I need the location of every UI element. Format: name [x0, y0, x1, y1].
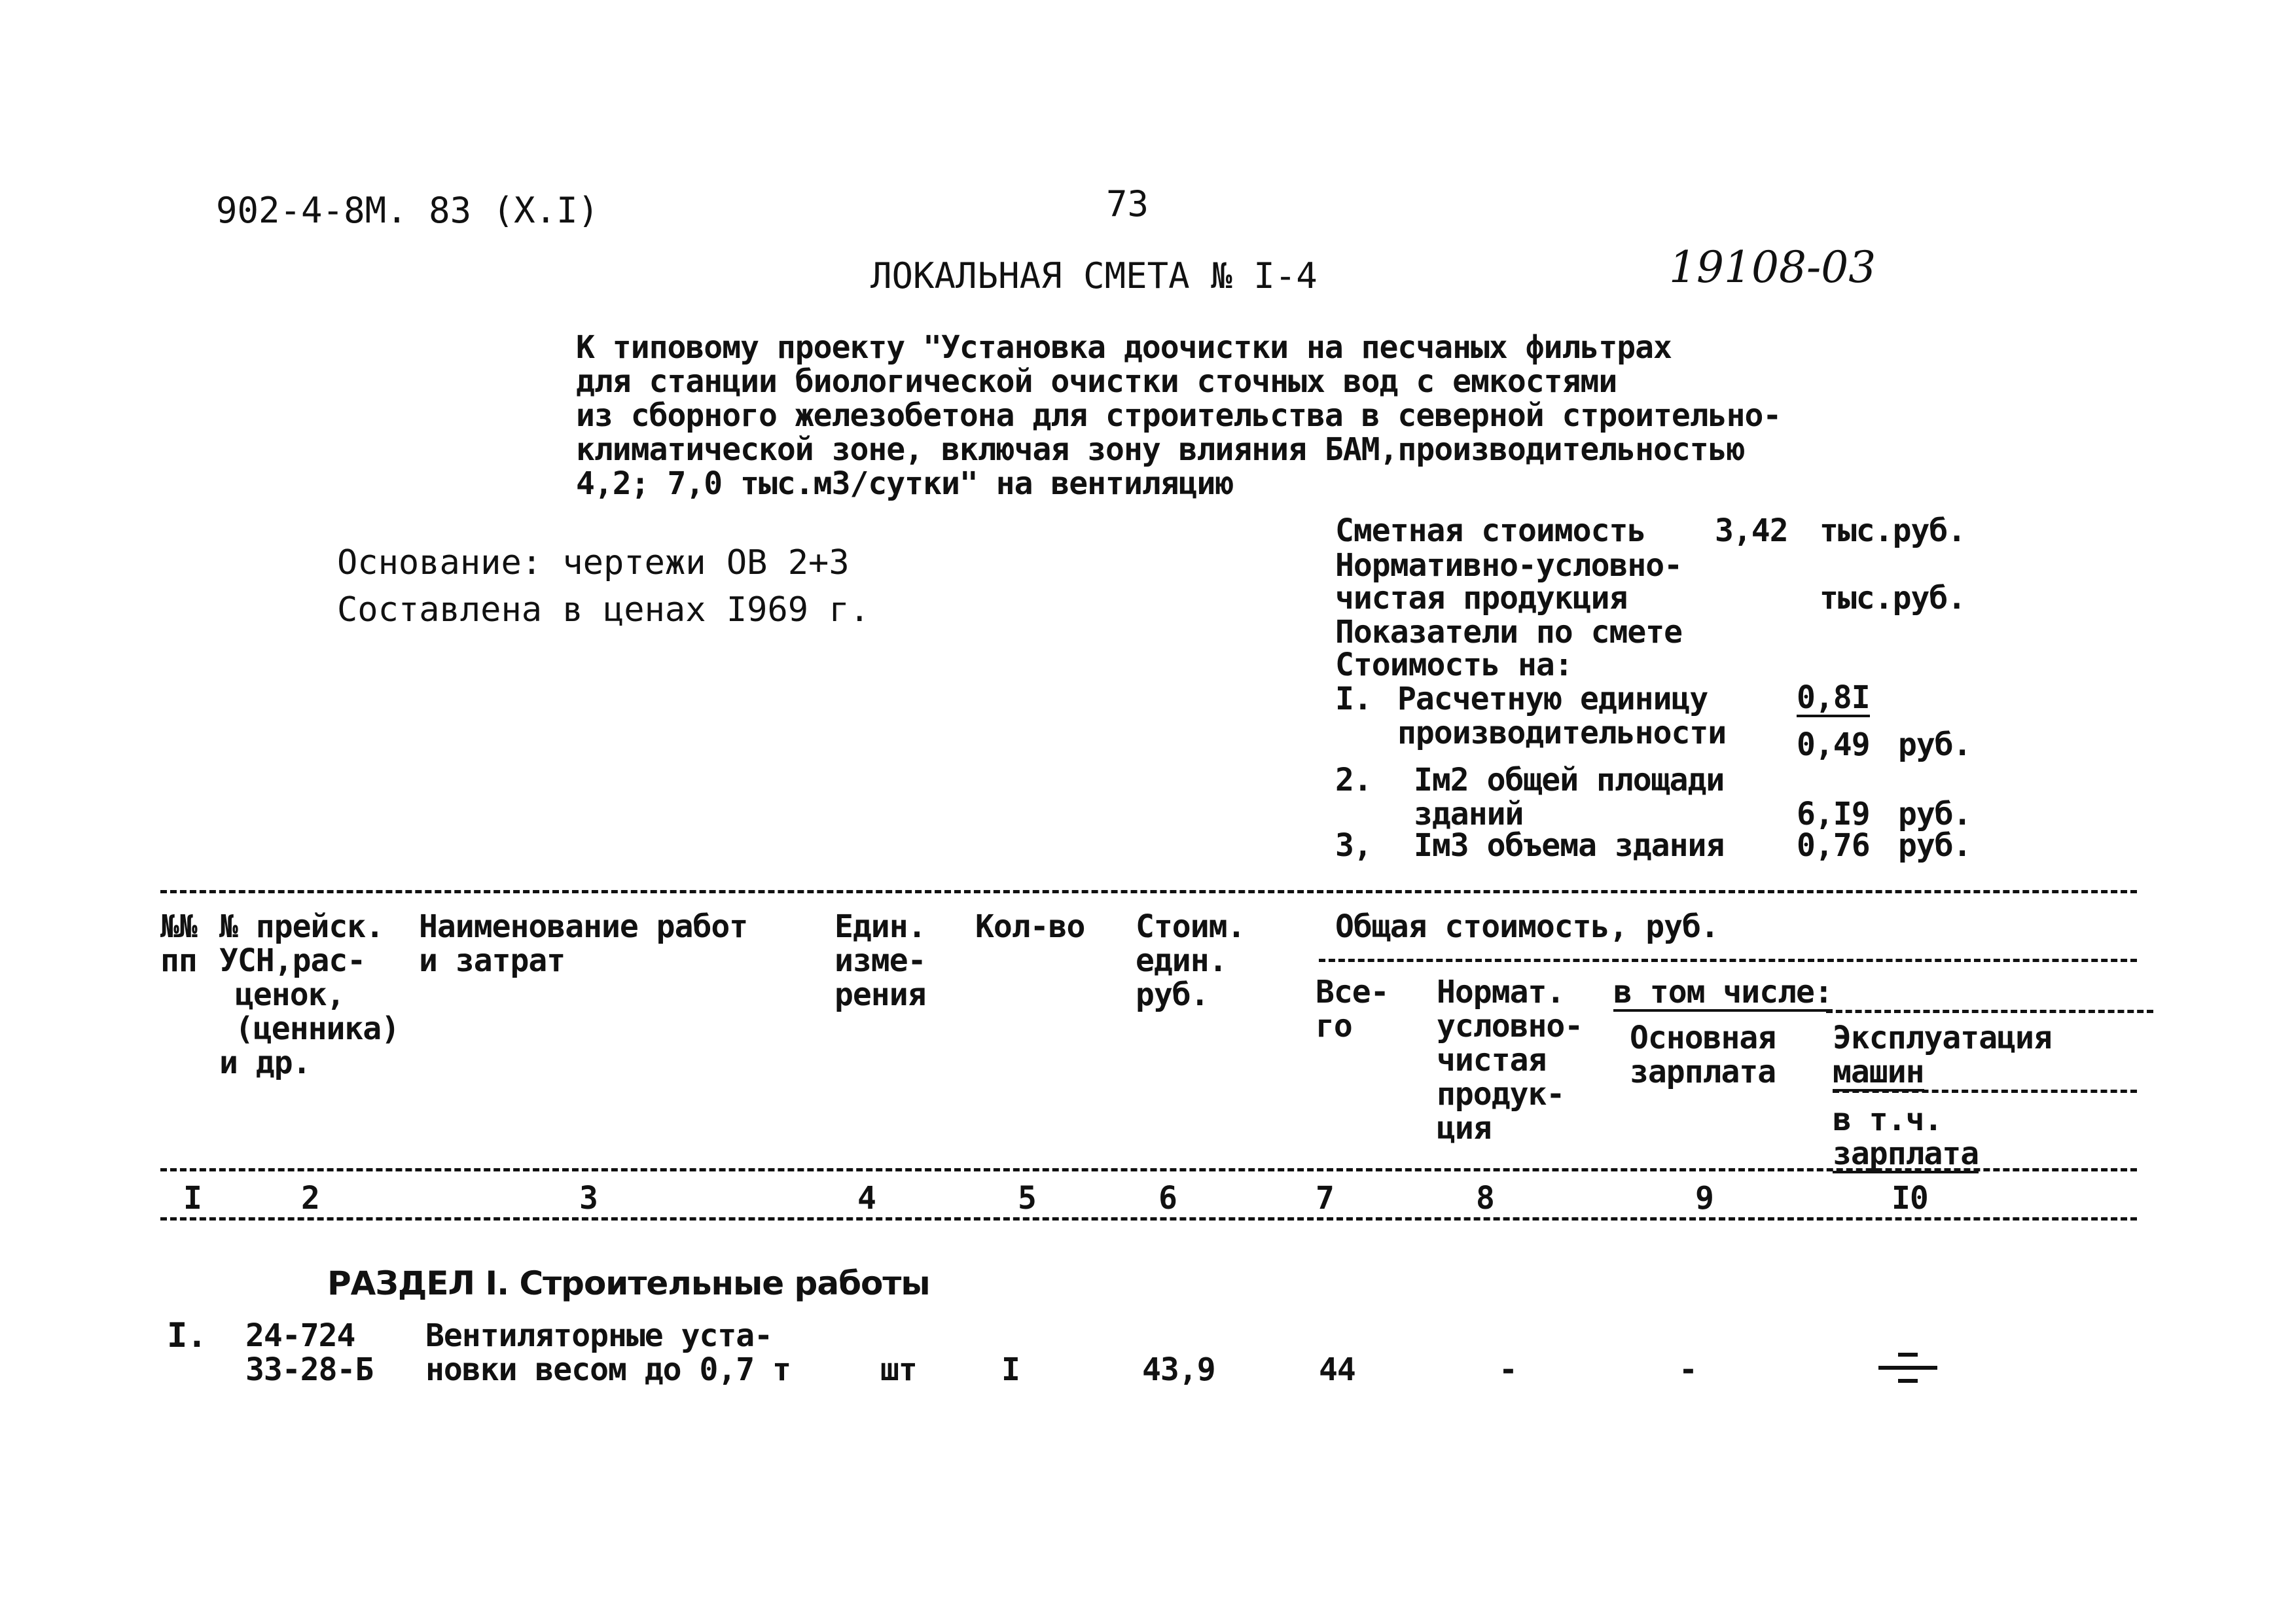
cost-label: Сметная стоимость	[1335, 512, 1646, 549]
indicator-label: Iм2 общей площади	[1414, 762, 1725, 798]
intro-line: из сборного железобетона для строительства в северной строительно-	[576, 397, 1782, 434]
header-col-4: Един. изме- рения	[834, 908, 926, 1013]
indicator-label: Расчетную единицу	[1397, 681, 1708, 717]
indicator-value: 6,I9	[1797, 796, 1870, 832]
header-col-6: Стоим. един. руб.	[1136, 908, 1246, 1013]
indicator-value: 0,8I	[1797, 679, 1870, 716]
column-number: 7	[1316, 1180, 1334, 1217]
cost-value: 3,42	[1715, 512, 1788, 549]
header-total-group: Общая стоимость, руб.	[1335, 908, 1719, 945]
column-number: 6	[1158, 1180, 1177, 1217]
indicator-value: 0,76	[1797, 827, 1870, 864]
header-col-8: Нормат. условно- чистая продук- ция	[1437, 974, 1583, 1147]
header-col-1: №№ пп	[160, 908, 197, 979]
indicators-label: Показатели по смете	[1335, 614, 1683, 651]
indicator-label: производительности	[1397, 715, 1727, 751]
row-total: 44	[1319, 1351, 1355, 1388]
cost-unit: тыс.руб.	[1820, 512, 1966, 549]
indicator-label: Iм3 объема здания	[1414, 827, 1725, 864]
row-salary: -	[1679, 1351, 1697, 1388]
column-number: I0	[1892, 1180, 1928, 1217]
header-col-5: Кол-во	[975, 908, 1085, 945]
row-work-name: Вентиляторные уста- новки весом до 0,7 т	[425, 1317, 791, 1388]
normative-unit: тыс.руб.	[1820, 580, 1966, 616]
indicator-number: I.	[1335, 681, 1372, 717]
column-number: 9	[1695, 1180, 1713, 1217]
row-unit-cost: 43,9	[1142, 1351, 1215, 1388]
handwritten-number: 19108-03	[1669, 242, 1876, 293]
intro-line: 4,2; 7,0 тыс.м3/сутки" на вентиляцию	[576, 465, 1234, 502]
section-title: РАЗДЕЛ I. Строительные работы	[327, 1264, 930, 1302]
indicator-unit: руб.	[1898, 827, 1971, 864]
row-price-code: 24-724 33-28-Б	[245, 1317, 374, 1388]
document-code: 902-4-8М. 83 (X.I)	[216, 190, 600, 231]
indicator-number: 2.	[1335, 762, 1372, 798]
cost-on-label: Стоимость на:	[1335, 647, 1573, 683]
intro-paragraph	[576, 330, 1781, 501]
header-col-2: № прейск. УСН,рас- ценок, (ценника) и др.	[219, 908, 400, 1081]
estimate-title: ЛОКАЛЬНАЯ СМЕТА № I-4	[870, 255, 1318, 296]
indicator-unit: руб.	[1898, 796, 1971, 832]
row-number: I.	[167, 1316, 207, 1355]
header-col-7: Все- го	[1316, 974, 1389, 1044]
table-rule	[160, 1217, 2137, 1221]
header-col-3: Наименование работ и затрат	[419, 908, 748, 979]
indicator-value: 0,49	[1797, 726, 1870, 763]
header-including: в том числе:	[1613, 974, 1833, 1010]
table-rule	[1826, 1010, 2153, 1013]
indicator-number: 3,	[1335, 827, 1372, 864]
table-rule	[1319, 959, 2137, 962]
column-number: 4	[857, 1180, 876, 1217]
column-number: I	[183, 1180, 202, 1217]
header-col-10-sub: в т.ч. зарплата	[1833, 1101, 1979, 1172]
table-rule	[160, 890, 2137, 893]
row-normative: -	[1499, 1351, 1517, 1388]
normative-label: чистая продукция	[1335, 580, 1628, 616]
intro-line: для станции биологической очистки сточных вод с емкостями	[576, 363, 1617, 400]
row-quantity: I	[1001, 1351, 1020, 1388]
header-col-10: Эксплуатация машин	[1833, 1020, 2052, 1090]
basis-prices: Составлена в ценах I969 г.	[337, 590, 870, 630]
row-unit: шт	[880, 1351, 917, 1388]
indicator-label: зданий	[1414, 796, 1524, 832]
normative-label: Нормативно-условно-	[1335, 547, 1683, 584]
indicator-unit: руб.	[1898, 726, 1971, 763]
column-number: 3	[579, 1180, 598, 1217]
fraction-dash-icon	[1872, 1348, 1944, 1387]
column-number: 8	[1476, 1180, 1494, 1217]
column-number: 2	[301, 1180, 319, 1217]
header-col-9: Основная зарплата	[1630, 1020, 1776, 1090]
column-number: 5	[1018, 1180, 1036, 1217]
intro-line: климатической зоне, включая зону влияния БАМ,производительностью	[576, 431, 1745, 468]
basis-drawings: Основание: чертежи ОВ 2+3	[337, 543, 850, 582]
intro-line: К типовому проекту "Установка доочистки на песчаных фильтрах	[576, 329, 1672, 366]
page-number: 73	[1106, 183, 1149, 224]
